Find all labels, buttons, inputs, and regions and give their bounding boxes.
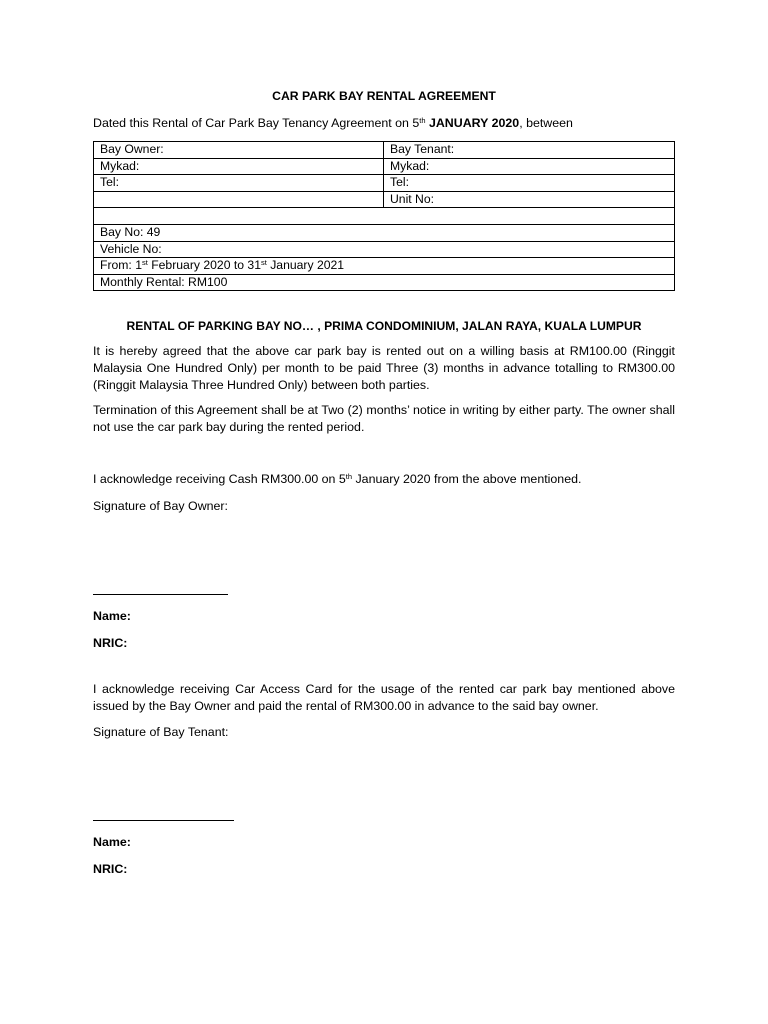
tenant-name-label: Name: <box>93 835 131 850</box>
agreement-paragraph: It is hereby agreed that the above car park bay is rented out on a willing basis at RM100.00 (Ringgit Malaysia One Hundred Only) per month to be paid Three (3) months in advance totalling to RM300.00 (Ringgit Malaysia Three Hundred Only) between both parties. <box>93 343 675 393</box>
period-cell <box>94 258 675 275</box>
to-rest: January 2021 <box>266 258 345 273</box>
document-title: CAR PARK BAY RENTAL AGREEMENT <box>272 89 496 103</box>
table-row <box>94 241 675 258</box>
table-row <box>94 208 675 225</box>
tenant-name-cell: Bay Tenant: <box>384 141 675 158</box>
table-row <box>94 141 675 158</box>
owner-name-label: Name: <box>93 608 131 623</box>
dated-suffix: , between <box>519 115 573 130</box>
from-sup: st <box>141 258 148 268</box>
table-row <box>94 224 675 241</box>
cash-acknowledgement <box>93 471 675 488</box>
ack1-prefix: I acknowledge receiving Cash RM300.00 on 5 <box>93 471 346 486</box>
card-acknowledgement: I acknowledge receiving Car Access Card for the usage of the rented car park bay mentioned above issued by the Bay Owner and paid the rental of RM300.00 in advance to the said bay owner. <box>93 681 675 714</box>
from-prefix: From: 1 <box>100 258 142 273</box>
dated-sup: th <box>419 115 426 125</box>
dated-prefix: Dated this Rental of Car Park Bay Tenancy Agreement on 5 <box>93 115 420 130</box>
rental-heading: RENTAL OF PARKING BAY NO… , PRIMA CONDOMINIUM, JALAN RAYA, KUALA LUMPUR <box>126 319 642 334</box>
dated-date: JANUARY 2020 <box>425 115 520 130</box>
owner-tel-cell: Tel: <box>94 175 384 192</box>
tenant-signature-label: Signature of Bay Tenant: <box>93 725 229 740</box>
bay-no-cell: Bay No: 49 <box>94 224 675 241</box>
table-row <box>94 175 675 192</box>
tenant-nric-label: NRIC: <box>93 862 128 877</box>
table-row <box>94 191 675 208</box>
tenant-tel-cell: Tel: <box>384 175 675 192</box>
table-row <box>94 258 675 275</box>
parties-table <box>93 141 675 291</box>
table-row <box>94 274 675 291</box>
agreement-page <box>93 88 675 879</box>
owner-nric-label: NRIC: <box>93 635 128 650</box>
tenant-mykad-cell: Mykad: <box>384 158 675 175</box>
table-row <box>94 158 675 175</box>
ack1-suffix: January 2020 from the above mentioned. <box>352 471 582 486</box>
ack1-sup: th <box>345 471 353 481</box>
owner-empty-cell <box>94 191 384 208</box>
from-rest: February 2020 to 31 <box>147 258 261 273</box>
owner-name-cell: Bay Owner: <box>94 141 384 158</box>
dated-line <box>93 115 675 132</box>
monthly-rental-cell: Monthly Rental: RM100 <box>94 274 675 291</box>
vehicle-no-cell: Vehicle No: <box>94 241 675 258</box>
to-sup: st <box>260 258 267 268</box>
termination-paragraph: Termination of this Agreement shall be at Two (2) months’ notice in writing by either party. The owner shall not use the car park bay during the rented period. <box>93 403 675 435</box>
spacer-cell <box>94 208 675 225</box>
tenant-unit-cell: Unit No: <box>384 191 675 208</box>
owner-mykad-cell: Mykad: <box>94 158 384 175</box>
owner-signature-label: Signature of Bay Owner: <box>93 498 228 513</box>
